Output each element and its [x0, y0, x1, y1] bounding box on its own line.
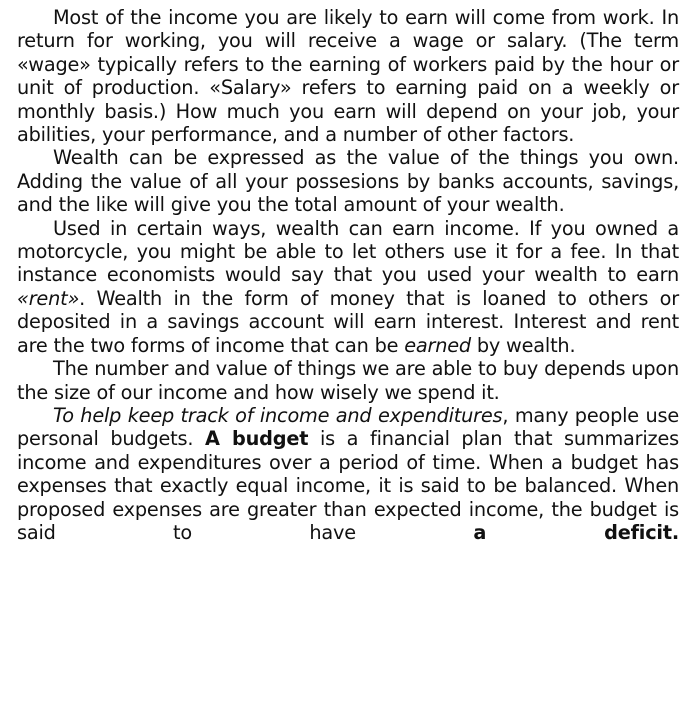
bold-term-budget: A budget — [205, 427, 309, 451]
segment: . Wealth in the form of money that is loaned to others or deposited in a savings account will earn interest. Interest and rent are the two forms of income that can be — [17, 286, 679, 357]
segment: , many people use personal budgets. — [17, 403, 680, 451]
paragraph-budgets — [17, 404, 679, 544]
segment: Used in certain ways, wealth can earn income. If you owned a motorcycle, you might be able to let others use it for a fee. In that instance economists would say that you used your wealth to earn — [17, 216, 679, 287]
bold-term-deficit: a deficit. — [473, 520, 679, 544]
italic-term-income-expenditures: income and expenditures — [259, 403, 503, 427]
segment: Wealth can be expressed as the value of the things you own. Adding the value of all your possesions by banks accounts, savings, and the like will give you the total amount of your wealth. — [17, 146, 679, 217]
paragraph-buying-power — [17, 357, 679, 404]
paragraph-wealth-earns-income — [17, 217, 679, 357]
segment: is a financial plan that summarizes income and expenditures over a period of time. When a budget has expenses that exactly equal income, it is said to be balanced. When proposed expenses are greater than expected income, the budget is said to have — [17, 427, 679, 544]
italic-term-rent: «rent» — [17, 286, 80, 310]
italic-term-earned: earned — [404, 333, 471, 357]
paragraph-wealth-definition — [17, 146, 679, 216]
italic-phrase: To help keep track of — [53, 403, 260, 427]
segment: Most of the income you are likely to earn will come from work. In return for working, you will receive a wage or salary. (The term «wage» typically refers to the earning of workers paid by the hour or unit of production. «Salary» refers to earning paid on a weekly or monthly basis.) How much you earn will depend on your job, your abilities, your performance, and a number of other factors. — [17, 6, 679, 147]
segment: by wealth. — [470, 333, 576, 357]
segment: The number and value of things we are able to buy depends upon the size of our income and how wisely we spend it. — [17, 357, 679, 404]
paragraph-income-from-work — [17, 6, 679, 146]
